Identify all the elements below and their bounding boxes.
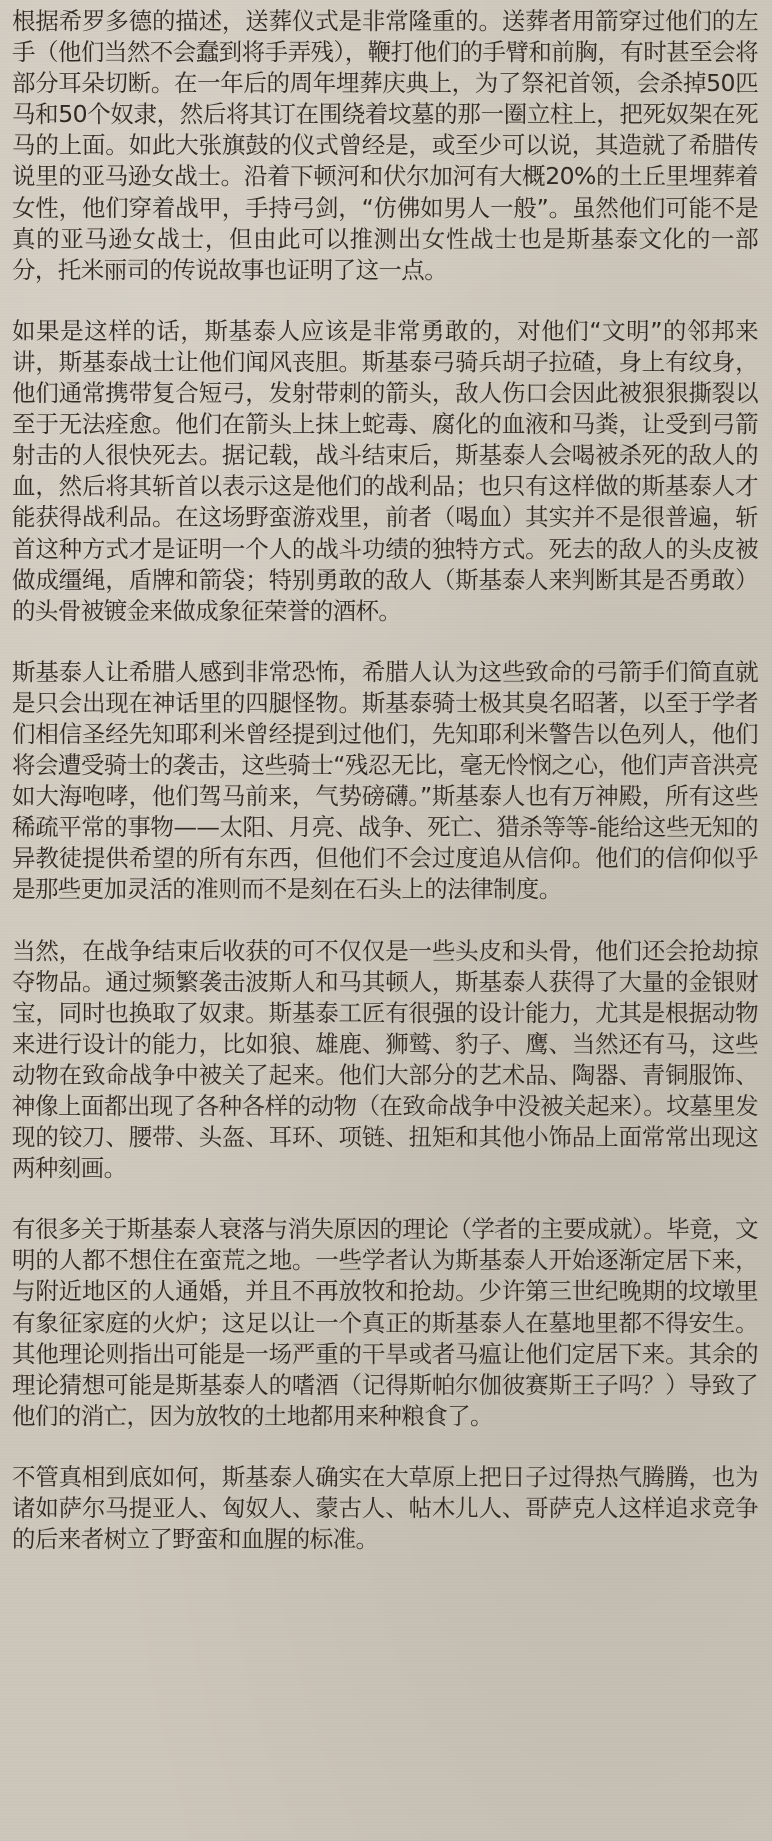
paragraph-scythian-warriors: 如果是这样的话，斯基泰人应该是非常勇敢的，对他们“文明”的邻邦来讲，斯基泰战士让他们闻风丧胆。斯基泰弓骑兵胡子拉碴，身上有纹身，他们通常携带复合短弓，发射带刺的箭头，敌人伤口会因此被狠狠撕裂以至于无法痊愈。他们在箭头上抹上蛇毒、腐化的血液和马粪，让受到弓箭射击的人很快死去。据记载，战斗结束后，斯基泰人会喝被杀死的敌人的血，然后将其斩首以表示这是他们的战利品；也只有这样做的斯基泰人才能获得战利品。在这场野蛮游戏里，前者（喝血）其实并不是很普遍，斩首这种方式才是证明一个人的战斗功绩的独特方式。死去的敌人的头皮被做成缰绳，盾牌和箭袋；特别勇敢的敌人（斯基泰人来判断其是否勇敢）的头骨被镀金来做成象征荣誉的酒杯。: [12, 316, 758, 625]
paragraph-greek-fear: 斯基泰人让希腊人感到非常恐怖，希腊人认为这些致命的弓箭手们简直就是只会出现在神话里的四腿怪物。斯基泰骑士极其臭名昭著，以至于学者们相信圣经先知耶利米曾经提到过他们，先知耶利米警告以色列人，他们将会遭受骑士的袭击，这些骑士“残忍无比，毫无怜悯之心，他们声音洪亮如大海咆哮，他们驾马前来，气势磅礴。”斯基泰人也有万神殿，所有这些稀疏平常的事物——太阳、月亮、战争、死亡、猎杀等等-能给这些无知的异教徒提供希望的所有东西，但他们不会过度追从信仰。他们的信仰似乎是那些更加灵活的准则而不是刻在石头上的法律制度。: [12, 657, 758, 904]
paragraph-burial-rituals: 根据希罗多德的描述，送葬仪式是非常隆重的。送葬者用箭穿过他们的左手（他们当然不会蠢到将手弄残），鞭打他们的手臂和前胸，有时甚至会将部分耳朵切断。在一年后的周年埋葬庆典上，为了祭祀首领，会杀掉50匹马和50个奴隶，然后将其订在围绕着坟墓的那一圈立柱上，把死奴架在死马的上面。如此大张旗鼓的仪式曾经是，或至少可以说，其造就了希腊传说里的亚马逊女战士。沿着下顿河和伏尔加河有大概20%的土丘里埋葬着女性，他们穿着战甲，手持弓剑，“仿佛如男人一般”。虽然他们可能不是真的亚马逊女战士，但由此可以推测出女性战士也是斯基泰文化的一部分，托米丽司的传说故事也证明了这一点。: [12, 7, 758, 284]
paragraph-decline-theories: 有很多关于斯基泰人衰落与消失原因的理论（学者的主要成就）。毕竟，文明的人都不想住在蛮荒之地。一些学者认为斯基泰人开始逐渐定居下来，与附近地区的人通婚，并且不再放牧和抢劫。少许第三世纪晚期的坟墩里有象征家庭的火炉；这足以让一个真正的斯基泰人在墓地里都不得安生。其他理论则指出可能是一场严重的干旱或者马瘟让他们定居下来。其余的理论猜想可能是斯基泰人的嗜酒（记得斯帕尔伽彼赛斯王子吗？）导致了他们的消亡，因为放牧的土地都用来种粮食了。: [12, 1215, 758, 1430]
paragraph-conclusion: 不管真相到底如何，斯基泰人确实在大草原上把日子过得热气腾腾，也为诸如萨尔马提亚人、匈奴人、蒙古人、帖木儿人、哥萨克人这样追求竞争的后来者树立了野蛮和血腥的标准。: [12, 1462, 758, 1554]
paragraph-plunder-and-art: 当然，在战争结束后收获的可不仅仅是一些头皮和头骨，他们还会抢劫掠夺物品。通过频繁袭击波斯人和马其顿人，斯基泰人获得了大量的金银财宝，同时也换取了奴隶。斯基泰工匠有很强的设计能力，尤其是根据动物来进行设计的能力，比如狼、雄鹿、狮鹫、豹子、鹰、当然还有马，这些动物在致命战争中被关了起来。他们大部分的艺术品、陶器、青铜服饰、神像上面都出现了各种各样的动物（在致命战争中没被关起来）。坟墓里发现的铰刀、腰带、头盔、耳环、项链、扭矩和其他小饰品上面常常出现这两种刻画。: [12, 936, 758, 1183]
